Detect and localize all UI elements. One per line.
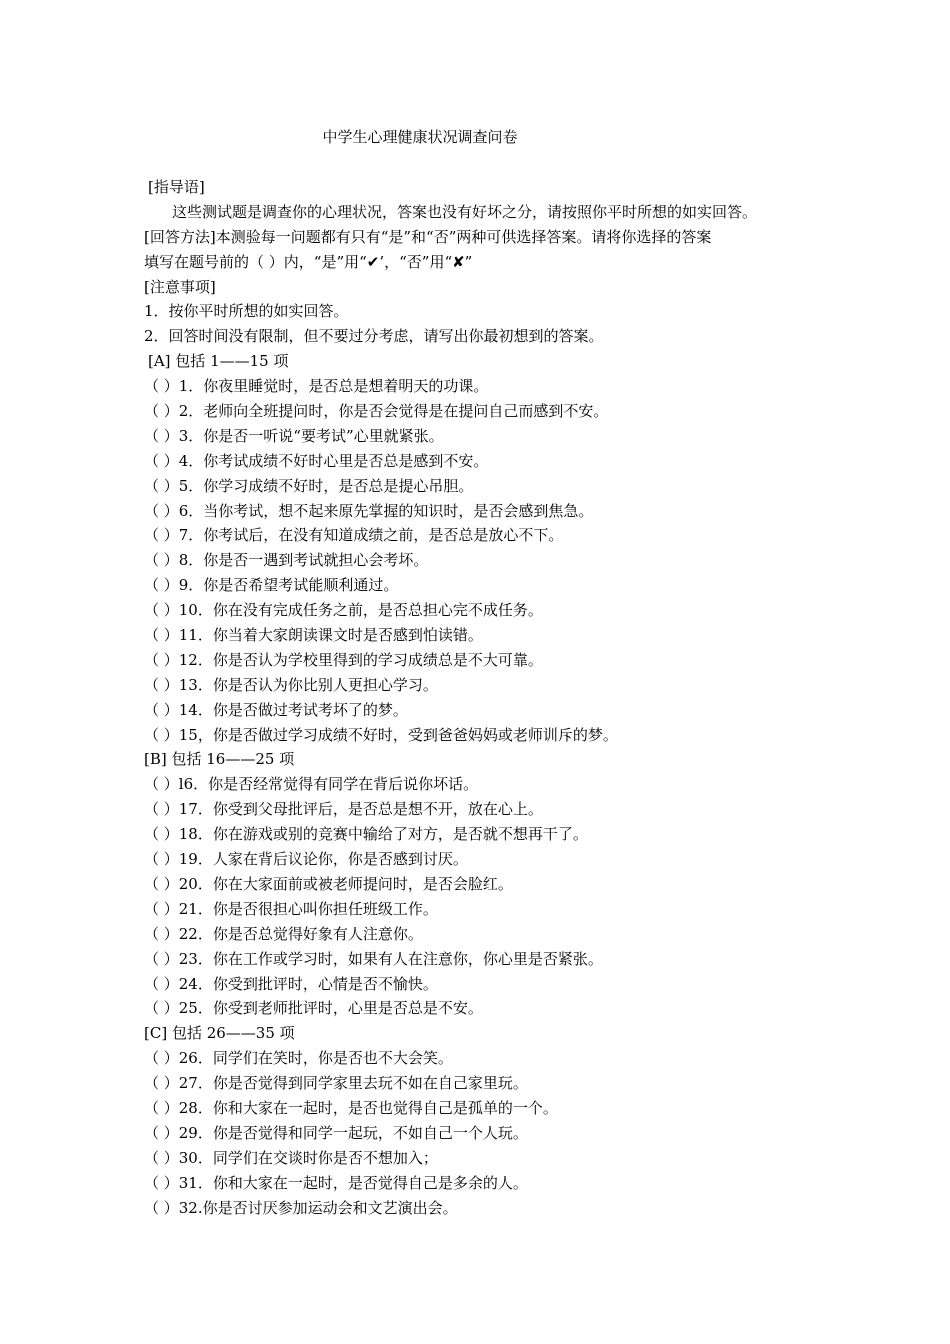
question-item: （ ）24．你受到批评时，心情是否不愉快。 (144, 974, 438, 993)
question-item: （ ）27．你是否觉得到同学家里去玩不如在自己家里玩。 (144, 1074, 528, 1093)
question-item: （ ）l6．你是否经常觉得有同学在背后说你坏话。 (144, 775, 479, 794)
question-item: （ ）10．你在没有完成任务之前，是否总担心完不成任务。 (144, 601, 543, 620)
section-heading-b: [B] 包括 16——25 项 (144, 750, 295, 769)
question-item: （ ）20．你在大家面前或被老师提问时，是否会脸红。 (144, 874, 513, 893)
method-line-2: 填写在题号前的（ ）内，“是”用“✔’，“否”用“✘” (144, 252, 473, 271)
note-item: 1．按你平时所想的如实回答。 (144, 302, 349, 321)
question-item: （ ）15，你是否做过学习成绩不好时，受到爸爸妈妈或老师训斥的梦。 (144, 725, 618, 744)
question-item: （ ）3．你是否一听说“要考试”心里就紧张。 (144, 426, 444, 445)
question-item: （ ）30．同学们在交谈时你是否不想加入； (144, 1148, 438, 1167)
question-item: （ ）5．你学习成绩不好时，是否总是提心吊胆。 (144, 476, 474, 495)
question-item: （ ）22．你是否总觉得好象有人注意你。 (144, 924, 423, 943)
question-item: （ ）9．你是否希望考试能顺利通过。 (144, 576, 399, 595)
document-title: 中学生心理健康状况调查问卷 (322, 128, 518, 146)
question-item: （ ）14．你是否做过考试考坏了的梦。 (144, 700, 408, 719)
question-item: （ ）11．你当着大家朗读课文时是否感到怕读错。 (144, 626, 483, 645)
section-heading-c: [C] 包括 26——35 项 (144, 1024, 295, 1043)
notes-heading: [注意事项] (144, 277, 216, 296)
question-item: （ ）32.你是否讨厌参加运动会和文艺演出会。 (144, 1198, 458, 1217)
question-item: （ ）18．你在游戏或别的竞赛中输给了对方，是否就不想再干了。 (144, 825, 588, 844)
question-item: （ ）17．你受到父母批评后，是否总是想不开，放在心上。 (144, 800, 543, 819)
question-item: （ ）29．你是否觉得和同学一起玩，不如自己一个人玩。 (144, 1123, 528, 1142)
guide-heading: [指导语] (148, 178, 205, 196)
question-item: （ ）19．人家在背后议论你，你是否感到讨厌。 (144, 850, 468, 869)
question-item: （ ）2．老师向全班提问时，你是否会觉得是在提问自己而感到不安。 (144, 402, 609, 421)
document-body (144, 175, 824, 1220)
guide-text: 这些测试题是调查你的心理状况，答案也没有好坏之分，请按照你平时所想的如实回答。 (172, 202, 758, 221)
question-item: （ ）8．你是否一遇到考试就担心会考坏。 (144, 551, 429, 570)
question-item: （ ）31．你和大家在一起时，是否觉得自己是多余的人。 (144, 1173, 528, 1192)
question-item: （ ）25．你受到老师批评时，心里是否总是不安。 (144, 999, 483, 1018)
question-item: （ ）1．你夜里睡觉时，是否总是想着明天的功课。 (144, 377, 489, 396)
question-item: （ ）28．你和大家在一起时，是否也觉得自己是孤单的一个。 (144, 1098, 558, 1117)
question-item: （ ）21．你是否很担心叫你担任班级工作。 (144, 899, 438, 918)
note-item: 2．回答时间没有限制，但不要过分考虑，请写出你最初想到的答案。 (144, 327, 604, 346)
question-item: （ ）13．你是否认为你比别人更担心学习。 (144, 675, 438, 694)
method-line-1: [回答方法]本测验每一问题都有只有“是”和“否”两种可供选择答案。请将你选择的答案 (144, 227, 712, 246)
section-heading-a: [A] 包括 1——15 项 (148, 352, 289, 371)
question-item: （ ）23．你在工作或学习时，如果有人在注意你，你心里是否紧张。 (144, 949, 603, 968)
question-item: （ ）7．你考试后，在没有知道成绩之前，是否总是放心不下。 (144, 526, 564, 545)
question-item: （ ）4．你考试成绩不好时心里是否总是感到不安。 (144, 451, 489, 470)
question-item: （ ）6．当你考试，想不起来原先掌握的知识时，是否会感到焦急。 (144, 501, 594, 520)
question-item: （ ）12．你是否认为学校里得到的学习成绩总是不大可靠。 (144, 650, 543, 669)
question-item: （ ）26．同学们在笑时，你是否也不大会笑。 (144, 1049, 453, 1068)
